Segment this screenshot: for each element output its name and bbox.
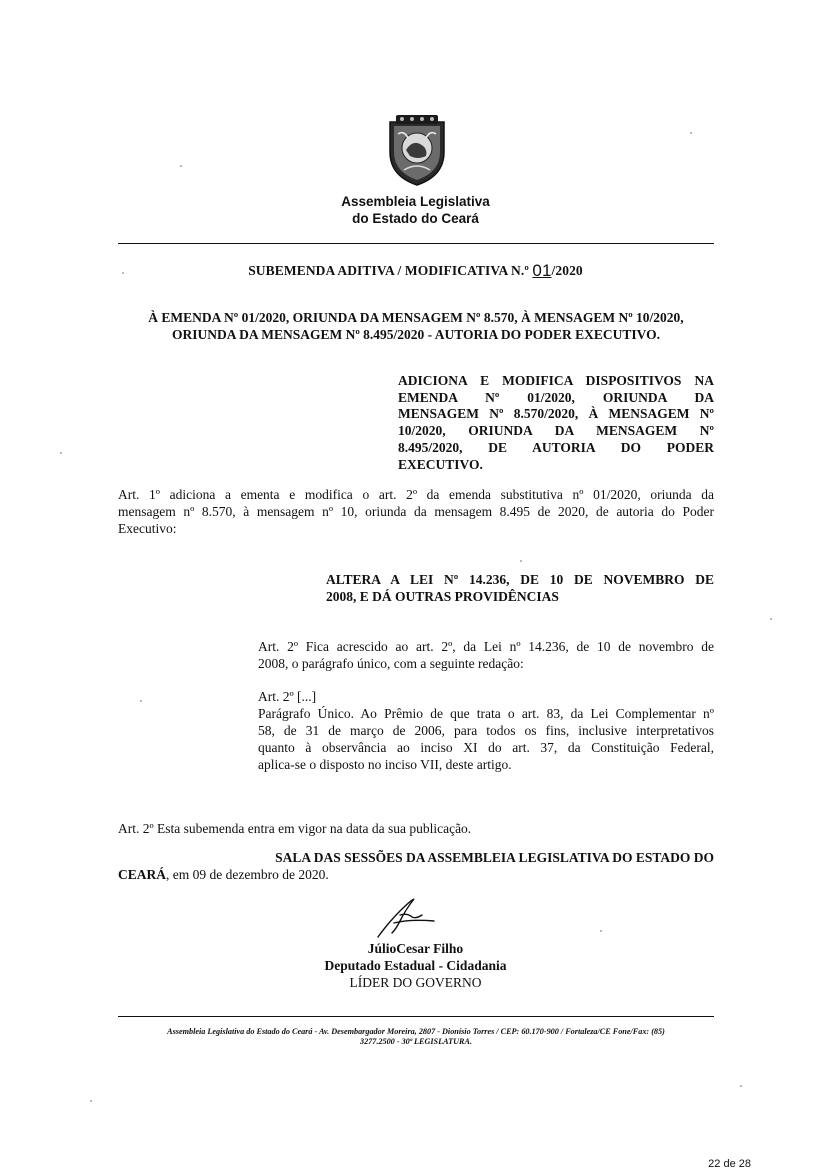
- footer-line: Assembleia Legislativa do Estado do Ceará - Av. Desembargador Moreira, 2807 - Dionísio Torres / CEP: 60.170-900 / Fortaleza/CE Fone/Fax: (85): [167, 1027, 665, 1036]
- subtitle-line: À EMENDA Nº 01/2020, ORIUNDA DA MENSAGEM Nº 8.570, À MENSAGEM Nº 10/2020,: [148, 310, 684, 325]
- ementa-line: ADICIONA E MODIFICA DISPOSITIVOS NA: [398, 373, 714, 388]
- title-suffix: /2020: [551, 263, 583, 278]
- article-2-quoted-text: [258, 688, 714, 773]
- org-name-line1: Assembleia Legislativa: [341, 194, 490, 209]
- scan-speck: [90, 1100, 92, 1102]
- ceara-coat-of-arms-icon: [384, 112, 450, 188]
- quoted-line: aplica-se o disposto no inciso VII, deste artigo.: [258, 757, 512, 772]
- footer-divider: [118, 1016, 714, 1017]
- signer-role: Deputado Estadual - Cidadania: [324, 958, 507, 973]
- session-place-date: [118, 849, 714, 883]
- article-2-intro-line: Art. 2º Fica acrescido ao art. 2º, da Lei nº 14.236, de 10 de novembro de: [258, 639, 714, 654]
- subtitle-line: ORIUNDA DA MENSAGEM Nº 8.495/2020 - AUTORIA DO PODER EXECUTIVO.: [171, 327, 661, 342]
- article-2-intro: [258, 638, 714, 672]
- title-number-handwritten: 01: [532, 261, 552, 280]
- document-title: [0, 262, 831, 279]
- scan-speck: [60, 452, 62, 454]
- header-divider: [118, 243, 714, 244]
- footer-address: [118, 1027, 714, 1047]
- session-date-line: [118, 866, 714, 883]
- signer-position: LÍDER DO GOVERNO: [349, 975, 482, 990]
- document-subtitle: [118, 309, 714, 343]
- scan-speck: [770, 618, 772, 620]
- article-2-vigor: Art. 2º Esta subemenda entra em vigor na data da sua publicação.: [118, 821, 472, 836]
- scan-speck: [140, 700, 142, 702]
- ementa-line: MENSAGEM Nº 8.570/2020, À MENSAGEM Nº: [398, 406, 714, 422]
- law-ementa-line: ALTERA A LEI Nº 14.236, DE 10 DE NOVEMBRO DE: [326, 572, 714, 587]
- scan-speck: [520, 560, 522, 562]
- ementa-line: 10/2020, ORIUNDA DA MENSAGEM Nº: [398, 423, 714, 439]
- quoted-line: quanto à observância ao inciso XI do art. 37, da Constituição Federal,: [258, 740, 714, 755]
- ementa-block: [398, 373, 714, 473]
- ementa-line: EMENDA Nº 01/2020, ORIUNDA DA: [398, 389, 714, 405]
- scan-speck: [740, 1085, 742, 1087]
- scan-speck: [690, 132, 692, 134]
- footer-line: 3277.2500 - 30ª LEGISLATURA.: [359, 1037, 473, 1046]
- article-1-line: Art. 1º adiciona a ementa e modifica o art. 2º da emenda substitutiva nº 01/2020, oriunda da: [118, 487, 714, 502]
- law-ementa-line: 2008, E DÁ OUTRAS PROVIDÊNCIAS: [326, 589, 559, 604]
- org-name-line2: do Estado do Ceará: [352, 211, 479, 226]
- session-hall-line: SALA DAS SESSÕES DA ASSEMBLEIA LEGISLATIVA DO ESTADO DO: [275, 850, 714, 865]
- scan-speck: [180, 165, 182, 167]
- article-1-line: mensagem nº 8.570, à mensagem nº 10, oriunda da mensagem 8.495 de 2020, de autoria do Poder: [118, 504, 714, 519]
- handwritten-signature: [370, 893, 440, 941]
- quoted-line: 58, de 31 de março de 2006, para todos os fins, inclusive interpretativos: [258, 723, 714, 738]
- quoted-line: Parágrafo Único. Ao Prêmio de que trata o art. 83, da Lei Complementar nº: [258, 706, 714, 721]
- ementa-line: EXECUTIVO.: [398, 456, 483, 472]
- scan-speck: [600, 930, 602, 932]
- article-2-intro-line: 2008, o parágrafo único, com a seguinte redação:: [258, 656, 524, 671]
- state-name: CEARÁ: [118, 867, 167, 882]
- ementa-line: 8.495/2020, DE AUTORIA DO PODER: [398, 439, 714, 455]
- signer-name: JúlioCesar Filho: [367, 941, 464, 956]
- scan-speck: [122, 272, 124, 274]
- article-1: [118, 486, 714, 537]
- page-number: 22 de 28: [708, 1158, 751, 1170]
- article-1-line: Executivo:: [118, 521, 177, 536]
- quoted-line: Art. 2º [...]: [258, 689, 317, 704]
- title-prefix: SUBEMENDA ADITIVA / MODIFICATIVA N.º: [248, 263, 533, 278]
- law-ementa: [326, 571, 714, 605]
- session-date: , em 09 de dezembro de 2020.: [166, 867, 329, 882]
